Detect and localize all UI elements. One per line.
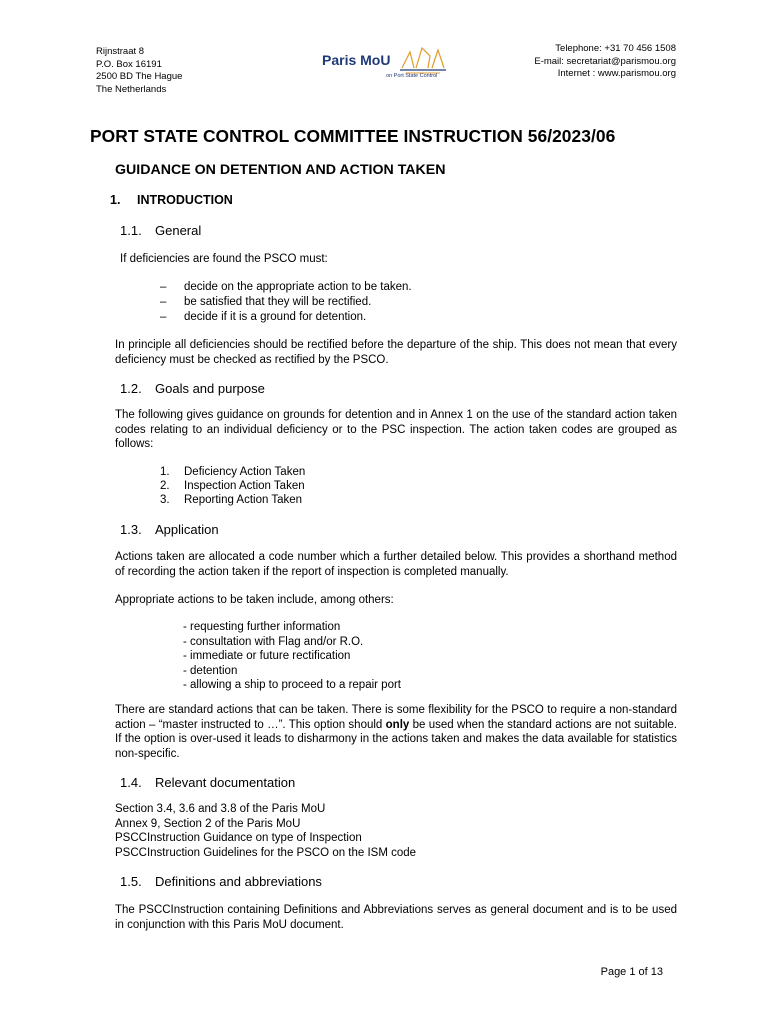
subsection-number: 1.4. [120,775,142,790]
paragraph: The following gives guidance on grounds for detention and in Annex 1 on the use of the standard action taken codes relating to an individual deficiency or to the PSC inspection. The action taken codes are grouped as follows: [115,409,677,451]
subsection-heading-general [120,223,201,238]
documentation-list [115,802,416,860]
subsection-heading-documentation [120,775,295,790]
address-line: P.O. Box 16191 [96,58,162,70]
list-item: - allowing a ship to proceed to a repair port [183,679,401,692]
paragraph: The PSCCInstruction containing Definitions and Abbreviations serves as general document and is to be used in conjunction with this Paris MoU document. [115,904,677,931]
list-item: PSCCInstruction Guidance on type of Inspection [115,832,362,845]
list-item: Annex 9, Section 2 of the Paris MoU [115,817,301,830]
list-item: – be satisfied that they will be rectified. [160,296,372,308]
section-label: INTRODUCTION [137,193,233,207]
list-item: PSCCInstruction Guidelines for the PSCO on the ISM code [115,846,417,859]
document-title: PORT STATE CONTROL COMMITTEE INSTRUCTION 56/2023/06 [90,126,616,146]
email: E-mail: secretariat@parismou.org [534,55,676,67]
list-item: 1. Deficiency Action Taken [160,466,306,478]
subsection-number: 1.3. [120,522,142,537]
subsection-number: 1.5. [120,874,142,889]
subsection-label: General [155,223,202,238]
list-item: - consultation with Flag and/or R.O. [183,635,364,648]
subsection-label: Definitions and abbreviations [155,874,322,889]
logo-name: Paris MoU [322,52,391,68]
list-item: 3. Reporting Action Taken [160,494,303,506]
address-line: The Netherlands [96,83,167,95]
paragraph: There are standard actions that can be taken. There is some flexibility for the PSCO to require a non-standard action – “master instructed to …”. This option should only be used when the standard actions are not suitable. If the option is over-used it leads to disharmony in the actions taken and makes the data available for statistics non-specific. [115,704,677,760]
contact-details [534,43,676,81]
list-item: Section 3.4, 3.6 and 3.8 of the Paris MoU [115,803,326,815]
ship-crane-icon [400,46,448,76]
subsection-heading-application [120,522,219,537]
list-item: - immediate or future rectification [183,650,351,663]
telephone: Telephone: +31 70 456 1508 [555,43,676,54]
subsection-label: Goals and purpose [155,381,265,396]
list-item: 2. Inspection Action Taken [160,480,305,492]
subsection-label: Relevant documentation [155,775,296,790]
emphasis: only [385,718,410,731]
paragraph: Appropriate actions to be taken include, among others: [115,594,394,606]
address-line: 2500 BD The Hague [96,71,183,83]
page-number: Page 1 of 13 [600,966,663,978]
website: Internet : www.parismou.org [557,68,676,80]
subsection-heading-goals [120,381,265,396]
subsection-number: 1.1. [120,223,142,238]
subsection-number: 1.2. [120,381,142,396]
logo-tagline: on Port State Control [386,73,438,79]
list-item: - requesting further information [183,621,341,633]
list-item: – decide on the appropriate action to be taken. [160,281,412,293]
paris-mou-logo [322,46,448,86]
requirement-list [160,280,412,325]
subsection-heading-definitions [120,874,322,889]
paragraph: If deficiencies are found the PSCO must: [120,253,328,265]
paragraph: In principle all deficiencies should be rectified before the departure of the ship. This does not mean that every deficiency must be checked as rectified by the PSCO. [115,339,677,366]
actions-list [183,620,401,693]
subsection-label: Application [155,522,219,537]
address-line: Rijnstraat 8 [96,46,145,57]
section-number: 1. [110,193,121,207]
paragraph: Actions taken are allocated a code number which a further detailed below. This provides a shorthand method of recording the action taken if the report of inspection is completed manually. [115,551,677,578]
document-subtitle: GUIDANCE ON DETENTION AND ACTION TAKEN [115,162,446,178]
action-code-groups [160,465,305,507]
section-heading-introduction [110,193,233,207]
list-item: - detention [183,664,238,677]
list-item: – decide if it is a ground for detention. [160,311,367,323]
postal-address [96,46,182,96]
